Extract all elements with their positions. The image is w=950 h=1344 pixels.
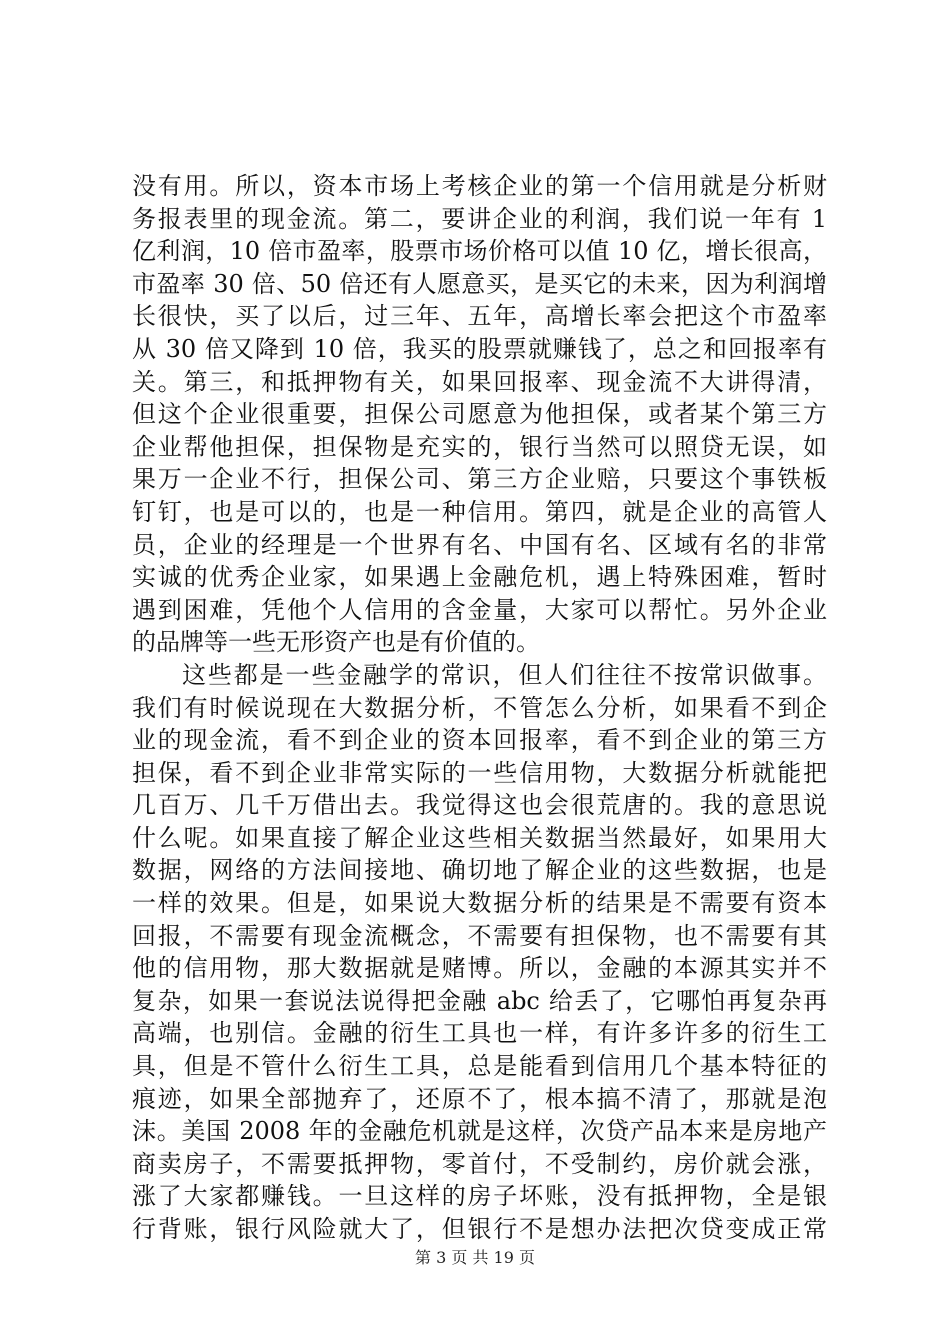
text-line: 几百万、几千万借出去。我觉得这也会很荒唐的。我的意思说 [132, 791, 827, 820]
text-line: 的品牌等一些无形资产也是有价值的。 [132, 628, 540, 657]
text-line: 具，但是不管什么衍生工具，总是能看到信用几个基本特征的 [132, 1052, 827, 1081]
text-line: 痕迹，如果全部抛弃了，还原不了，根本搞不清了，那就是泡 [132, 1084, 827, 1113]
text-line: 市盈率 30 倍、50 倍还有人愿意买，是买它的未来，因为利润增 [132, 269, 827, 298]
text-line: 长很快，买了以后，过三年、五年，高增长率会把这个市盈率 [132, 302, 827, 331]
text-line: 高端，也别信。金融的衍生工具也一样，有许多许多的衍生工 [132, 1019, 827, 1048]
text-line: 员，企业的经理是一个世界有名、中国有名、区域有名的非常 [132, 530, 827, 559]
text-line: 从 30 倍又降到 10 倍，我买的股票就赚钱了，总之和回报率有 [132, 334, 827, 363]
text-line: 钉钉，也是可以的，也是一种信用。第四，就是企业的高管人 [132, 497, 827, 526]
body-text [132, 170, 827, 1246]
text-line: 涨了大家都赚钱。一旦这样的房子坏账，没有抵押物，全是银 [132, 1182, 827, 1211]
text-line: 复杂，如果一套说法说得把金融 abc 给丢了，它哪怕再复杂再 [132, 986, 827, 1015]
paragraph-first-line: 这些都是一些金融学的常识，但人们往往不按常识做事。 [182, 660, 827, 689]
text-line: 亿利润，10 倍市盈率，股票市场价格可以值 10 亿，增长很高， [132, 237, 827, 266]
text-line: 商卖房子，不需要抵押物，零首付，不受制约，房价就会涨， [132, 1149, 827, 1178]
text-line: 我们有时候说现在大数据分析，不管怎么分析，如果看不到企 [132, 693, 827, 722]
text-line: 业的现金流，看不到企业的资本回报率，看不到企业的第三方 [132, 726, 827, 755]
text-line: 但这个企业很重要，担保公司愿意为他担保，或者某个第三方 [132, 400, 827, 429]
text-line: 果万一企业不行，担保公司、第三方企业赔，只要这个事铁板 [132, 465, 827, 494]
text-line: 担保，看不到企业非常实际的一些信用物，大数据分析就能把 [132, 758, 827, 787]
page-number-footer: 第 3 页 共 19 页 [415, 1248, 535, 1267]
text-line: 回报，不需要有现金流概念，不需要有担保物，也不需要有其 [132, 921, 827, 950]
text-line: 关。第三，和抵押物有关，如果回报率、现金流不大讲得清， [132, 367, 827, 396]
text-line: 什么呢。如果直接了解企业这些相关数据当然最好，如果用大 [132, 823, 827, 852]
text-line: 行背账，银行风险就大了，但银行不是想办法把次贷变成正常 [132, 1215, 827, 1243]
text-line: 数据，网络的方法间接地、确切地了解企业的这些数据，也是 [132, 856, 827, 885]
text-line: 他的信用物，那大数据就是赌博。所以，金融的本源其实并不 [132, 954, 827, 983]
text-line: 实诚的优秀企业家，如果遇上金融危机，遇上特殊困难，暂时 [132, 563, 827, 592]
text-line: 没有用。所以，资本市场上考核企业的第一个信用就是分析财 [132, 172, 827, 200]
text-line: 企业帮他担保，担保物是充实的，银行当然可以照贷无误，如 [132, 432, 827, 461]
text-line: 遇到困难，凭他个人信用的含金量，大家可以帮忙。另外企业 [132, 595, 827, 624]
text-line: 沫。美国 2008 年的金融危机就是这样，次贷产品本来是房地产 [132, 1117, 827, 1146]
text-line: 一样的效果。但是，如果说大数据分析的结果是不需要有资本 [132, 889, 827, 918]
text-line: 务报表里的现金流。第二，要讲企业的利润，我们说一年有 1 [132, 204, 827, 233]
